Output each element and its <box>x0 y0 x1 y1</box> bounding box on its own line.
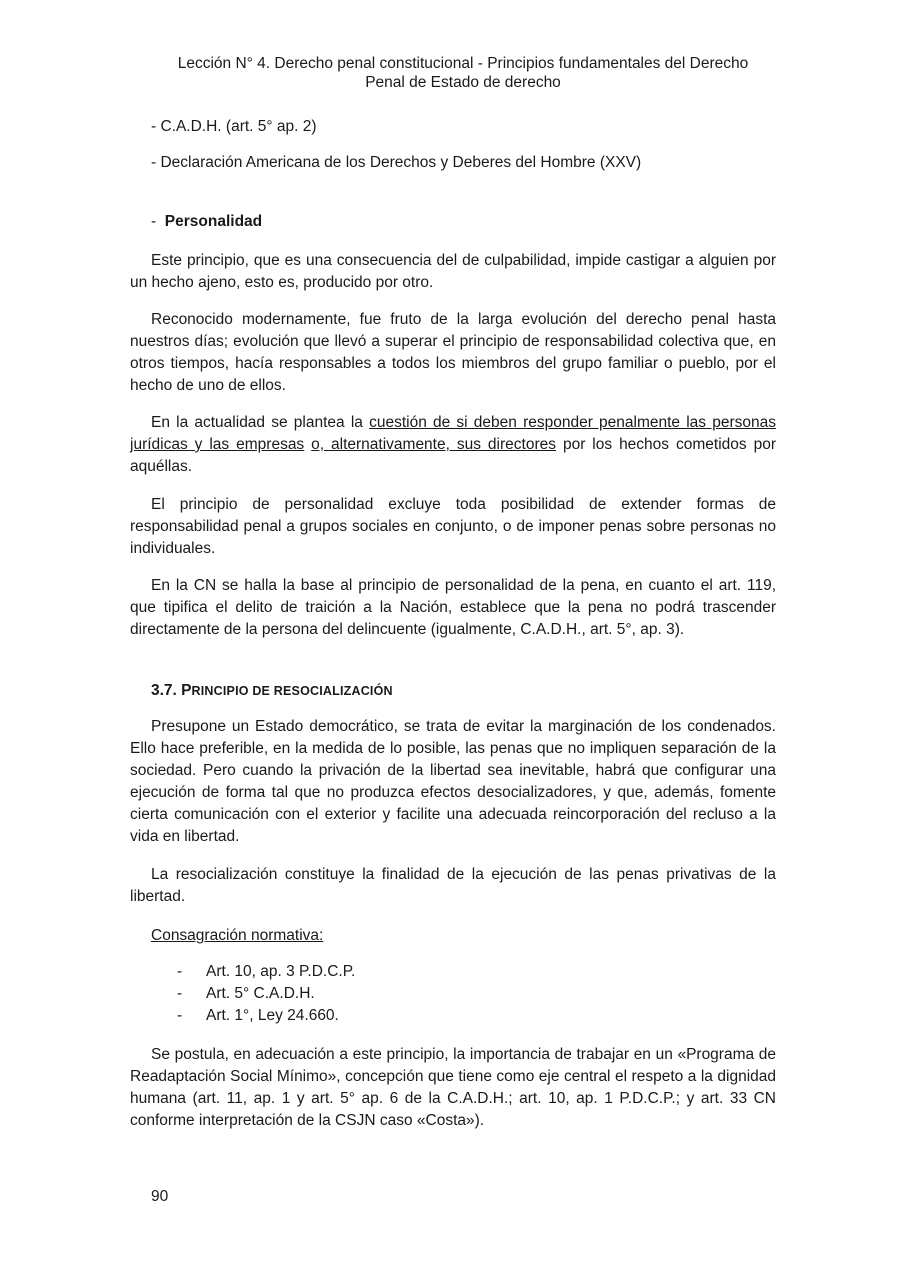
list-dash: - <box>177 985 183 1002</box>
p3-underlined-1: cuestión de si deben responder penalmente las personas jurídicas y las empresas <box>130 414 776 453</box>
list-item <box>177 1005 339 1027</box>
page-header <box>140 54 786 92</box>
list-item <box>177 961 355 983</box>
paragraph-personalidad-5: En la CN se halla la base al principio de personalidad de la pena, en cuanto el art. 119, que tipifica el delito de traición a la Nación, establece que la pena no podrá trascender directamente de la persona del delincuente (igualmente, C.A.D.H., art. 5°, ap. 3). <box>130 577 776 638</box>
paragraph-resocializacion-3: Se postula, en adecuación a este principio, la importancia de trabajar en un «Programa de Readaptación Social Mínimo», concepción que tiene como eje central el respeto a la dignidad humana (art. 11, ap. 1 y art. 5° ap. 6 de la C.A.D.H.; art. 10, ap. 1 P.D.C.P.; y art. 33 CN conforme interpretación de la CSJN caso «Costa»). <box>130 1046 776 1129</box>
consagracion-normativa-label: Consagración normativa: <box>151 927 324 944</box>
header-line-1: Lección N° 4. Derecho penal constitucional - Principios fundamentales del Derecho <box>177 55 749 72</box>
section-title: RINCIPIO DE RESOCIALIZACIÓN <box>191 684 393 698</box>
list-text: Art. 1°, Ley 24.660. <box>206 1007 339 1024</box>
list-dash: - <box>177 963 183 980</box>
reference-cadh: - C.A.D.H. (art. 5° ap. 2) <box>151 118 317 135</box>
header-line-2: Penal de Estado de derecho <box>365 74 561 91</box>
paragraph-personalidad-1: Este principio, que es una consecuencia del de culpabilidad, impide castigar a alguien por un hecho ajeno, esto es, producido por otro. <box>130 252 776 291</box>
list-text: Art. 5° C.A.D.H. <box>206 985 315 1002</box>
heading-personalidad <box>151 211 262 233</box>
heading-dash: - <box>151 213 157 230</box>
p3-text-a: En la actualidad se plantea la <box>151 414 370 431</box>
reference-declaracion-americana: - Declaración Americana de los Derechos y Deberes del Hombre (XXV) <box>151 154 642 171</box>
paragraph-personalidad-3 <box>130 412 776 478</box>
section-heading-resocializacion <box>151 680 393 702</box>
paragraph-resocializacion-1: Presupone un Estado democrático, se trata de evitar la marginación de los condenados. Ello hace preferible, en la medida de lo posible, las penas que no impliquen separación de la sociedad. Pero cuando la privación de la libertad sea inevitable, habrá que configurar una ejecución de forma tal que no produzca efectos desocializadores, y que, además, fomente cierta comunicación con el exterior y facilite una adecuada reincorporación del recluso a la vida en libertad. <box>130 718 776 845</box>
paragraph-resocializacion-2: La resocialización constituye la finalidad de la ejecución de las penas privativas de la libertad. <box>130 866 776 905</box>
p3-underlined-2: o, alternativamente, sus directores <box>311 436 556 453</box>
list-item <box>177 983 315 1005</box>
list-text: Art. 10, ap. 3 P.D.C.P. <box>206 963 356 980</box>
list-dash: - <box>177 1007 183 1024</box>
page-number: 90 <box>151 1188 169 1205</box>
section-number: 3.7. P <box>151 682 192 699</box>
p3-text-c: por los hechos cometidos por aquéllas. <box>130 436 776 475</box>
paragraph-personalidad-4: El principio de personalidad excluye toda posibilidad de extender formas de responsabilidad penal a grupos sociales en conjunto, o de imponer penas sobre personas no individuales. <box>130 496 776 557</box>
paragraph-personalidad-2: Reconocido modernamente, fue fruto de la larga evolución del derecho penal hasta nuestros días; evolución que llevó a superar el principio de responsabilidad colectiva que, en otros tiempos, hacía responsables a todos los miembros del grupo familiar o pueblo, por el hecho de uno de ellos. <box>130 311 776 394</box>
heading-personalidad-text: Personalidad <box>164 213 263 230</box>
